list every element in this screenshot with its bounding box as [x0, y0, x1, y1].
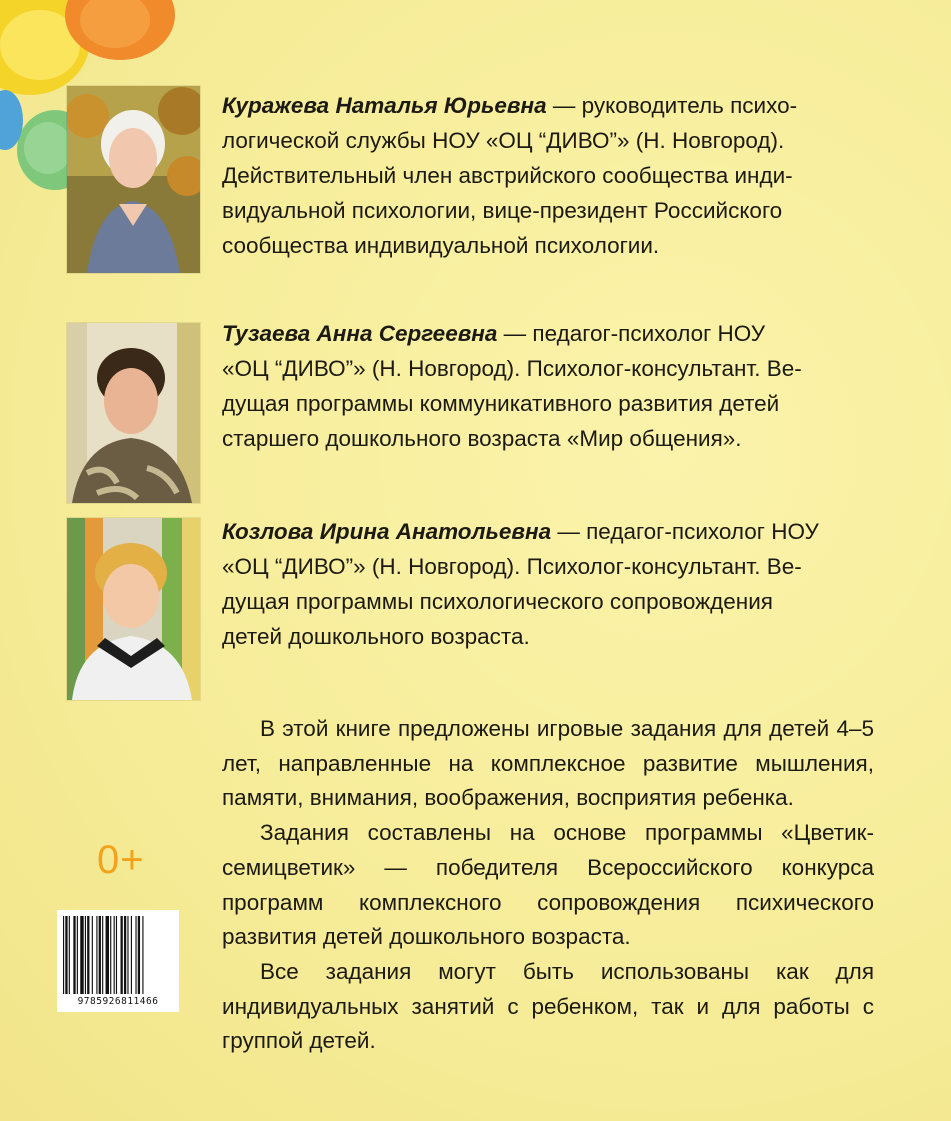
- barcode-bar: [131, 916, 132, 994]
- author-name-3: Козлова Ирина Анатольевна: [222, 519, 552, 544]
- isbn-number: 9785926811466: [77, 996, 159, 1007]
- author-photo-3: [67, 518, 200, 700]
- barcode-bar: [106, 916, 109, 994]
- book-description: [222, 712, 874, 1059]
- bio-line: детей дошкольного возраста.: [222, 624, 530, 649]
- bio-line: дущая программы психологического сопровождения: [222, 589, 773, 614]
- bio-line: видуальной психологии, вице-президент Российского: [222, 198, 783, 223]
- barcode-bar: [114, 916, 115, 994]
- bio-line: логической службы НОУ «ОЦ “ДИВО”» (Н. Новгород).: [222, 128, 785, 153]
- barcode-bar: [124, 916, 126, 994]
- barcode-bar: [92, 916, 93, 994]
- barcode-bar: [135, 916, 136, 994]
- author-name-2: Тузаева Анна Сергеевна: [222, 321, 498, 346]
- bio-line: — педагог-психолог НОУ: [497, 321, 766, 346]
- author-bio-2: [222, 316, 882, 456]
- barcode-bar: [142, 916, 143, 994]
- barcode-bar: [77, 916, 78, 994]
- author-photo-1: [67, 86, 200, 273]
- barcode-bar: [69, 916, 70, 994]
- bio-line: старшего дошкольного возраста «Мир общения».: [222, 426, 742, 451]
- bio-line: Действительный член австрийского сообщества инди-: [222, 163, 793, 188]
- barcode-bar: [102, 916, 103, 994]
- bio-line: «ОЦ “ДИВО”» (Н. Новгород). Психолог-консультант. Ве-: [222, 356, 802, 381]
- age-rating: 0+: [97, 838, 145, 882]
- barcode-bar: [99, 916, 101, 994]
- barcode-bar: [63, 916, 64, 994]
- author-photo-2: [67, 323, 200, 503]
- barcode-bar: [85, 916, 86, 994]
- barcode-bar: [65, 916, 67, 994]
- bio-line: — руководитель психо-: [546, 93, 798, 118]
- author-name-1: Куражева Наталья Юрьевна: [222, 93, 547, 118]
- author-bio-1: [222, 88, 882, 263]
- barcode-bar: [138, 916, 140, 994]
- barcode-bar: [73, 916, 75, 994]
- description-paragraph-2: Задания составлены на основе программы «Цветик-семицветик» — победителя Всероссийского конкурса программ комплексного сопровождения психического развития детей дошкольного возраста.: [222, 820, 874, 950]
- bio-line: «ОЦ “ДИВО”» (Н. Новгород). Психолог-консультант. Ве-: [222, 554, 802, 579]
- description-paragraph-3: Все задания могут быть использованы как для индивидуальных занятий с ребенком, так и для работы с группой детей.: [222, 958, 874, 1054]
- barcode-bar: [80, 916, 83, 994]
- barcode-bar: [116, 916, 117, 994]
- bio-line: сообщества индивидуальной психологии.: [222, 233, 660, 258]
- author-bio-3: [222, 514, 882, 654]
- barcode-bar: [87, 916, 89, 994]
- description-paragraph-1: В этой книге предложены игровые задания для детей 4–5 лет, направленные на комплексное развитие мышления, памяти, внимания, воображения, восприятия ребенка.: [222, 716, 874, 811]
- bio-line: — педагог-психолог НОУ: [551, 519, 819, 544]
- barcode-bar: [110, 916, 111, 994]
- barcode-bar: [121, 916, 123, 994]
- barcode-bar: [96, 916, 97, 994]
- barcode-bar: [127, 916, 128, 994]
- bio-line: дущая программы коммуникативного развития детей: [222, 391, 780, 416]
